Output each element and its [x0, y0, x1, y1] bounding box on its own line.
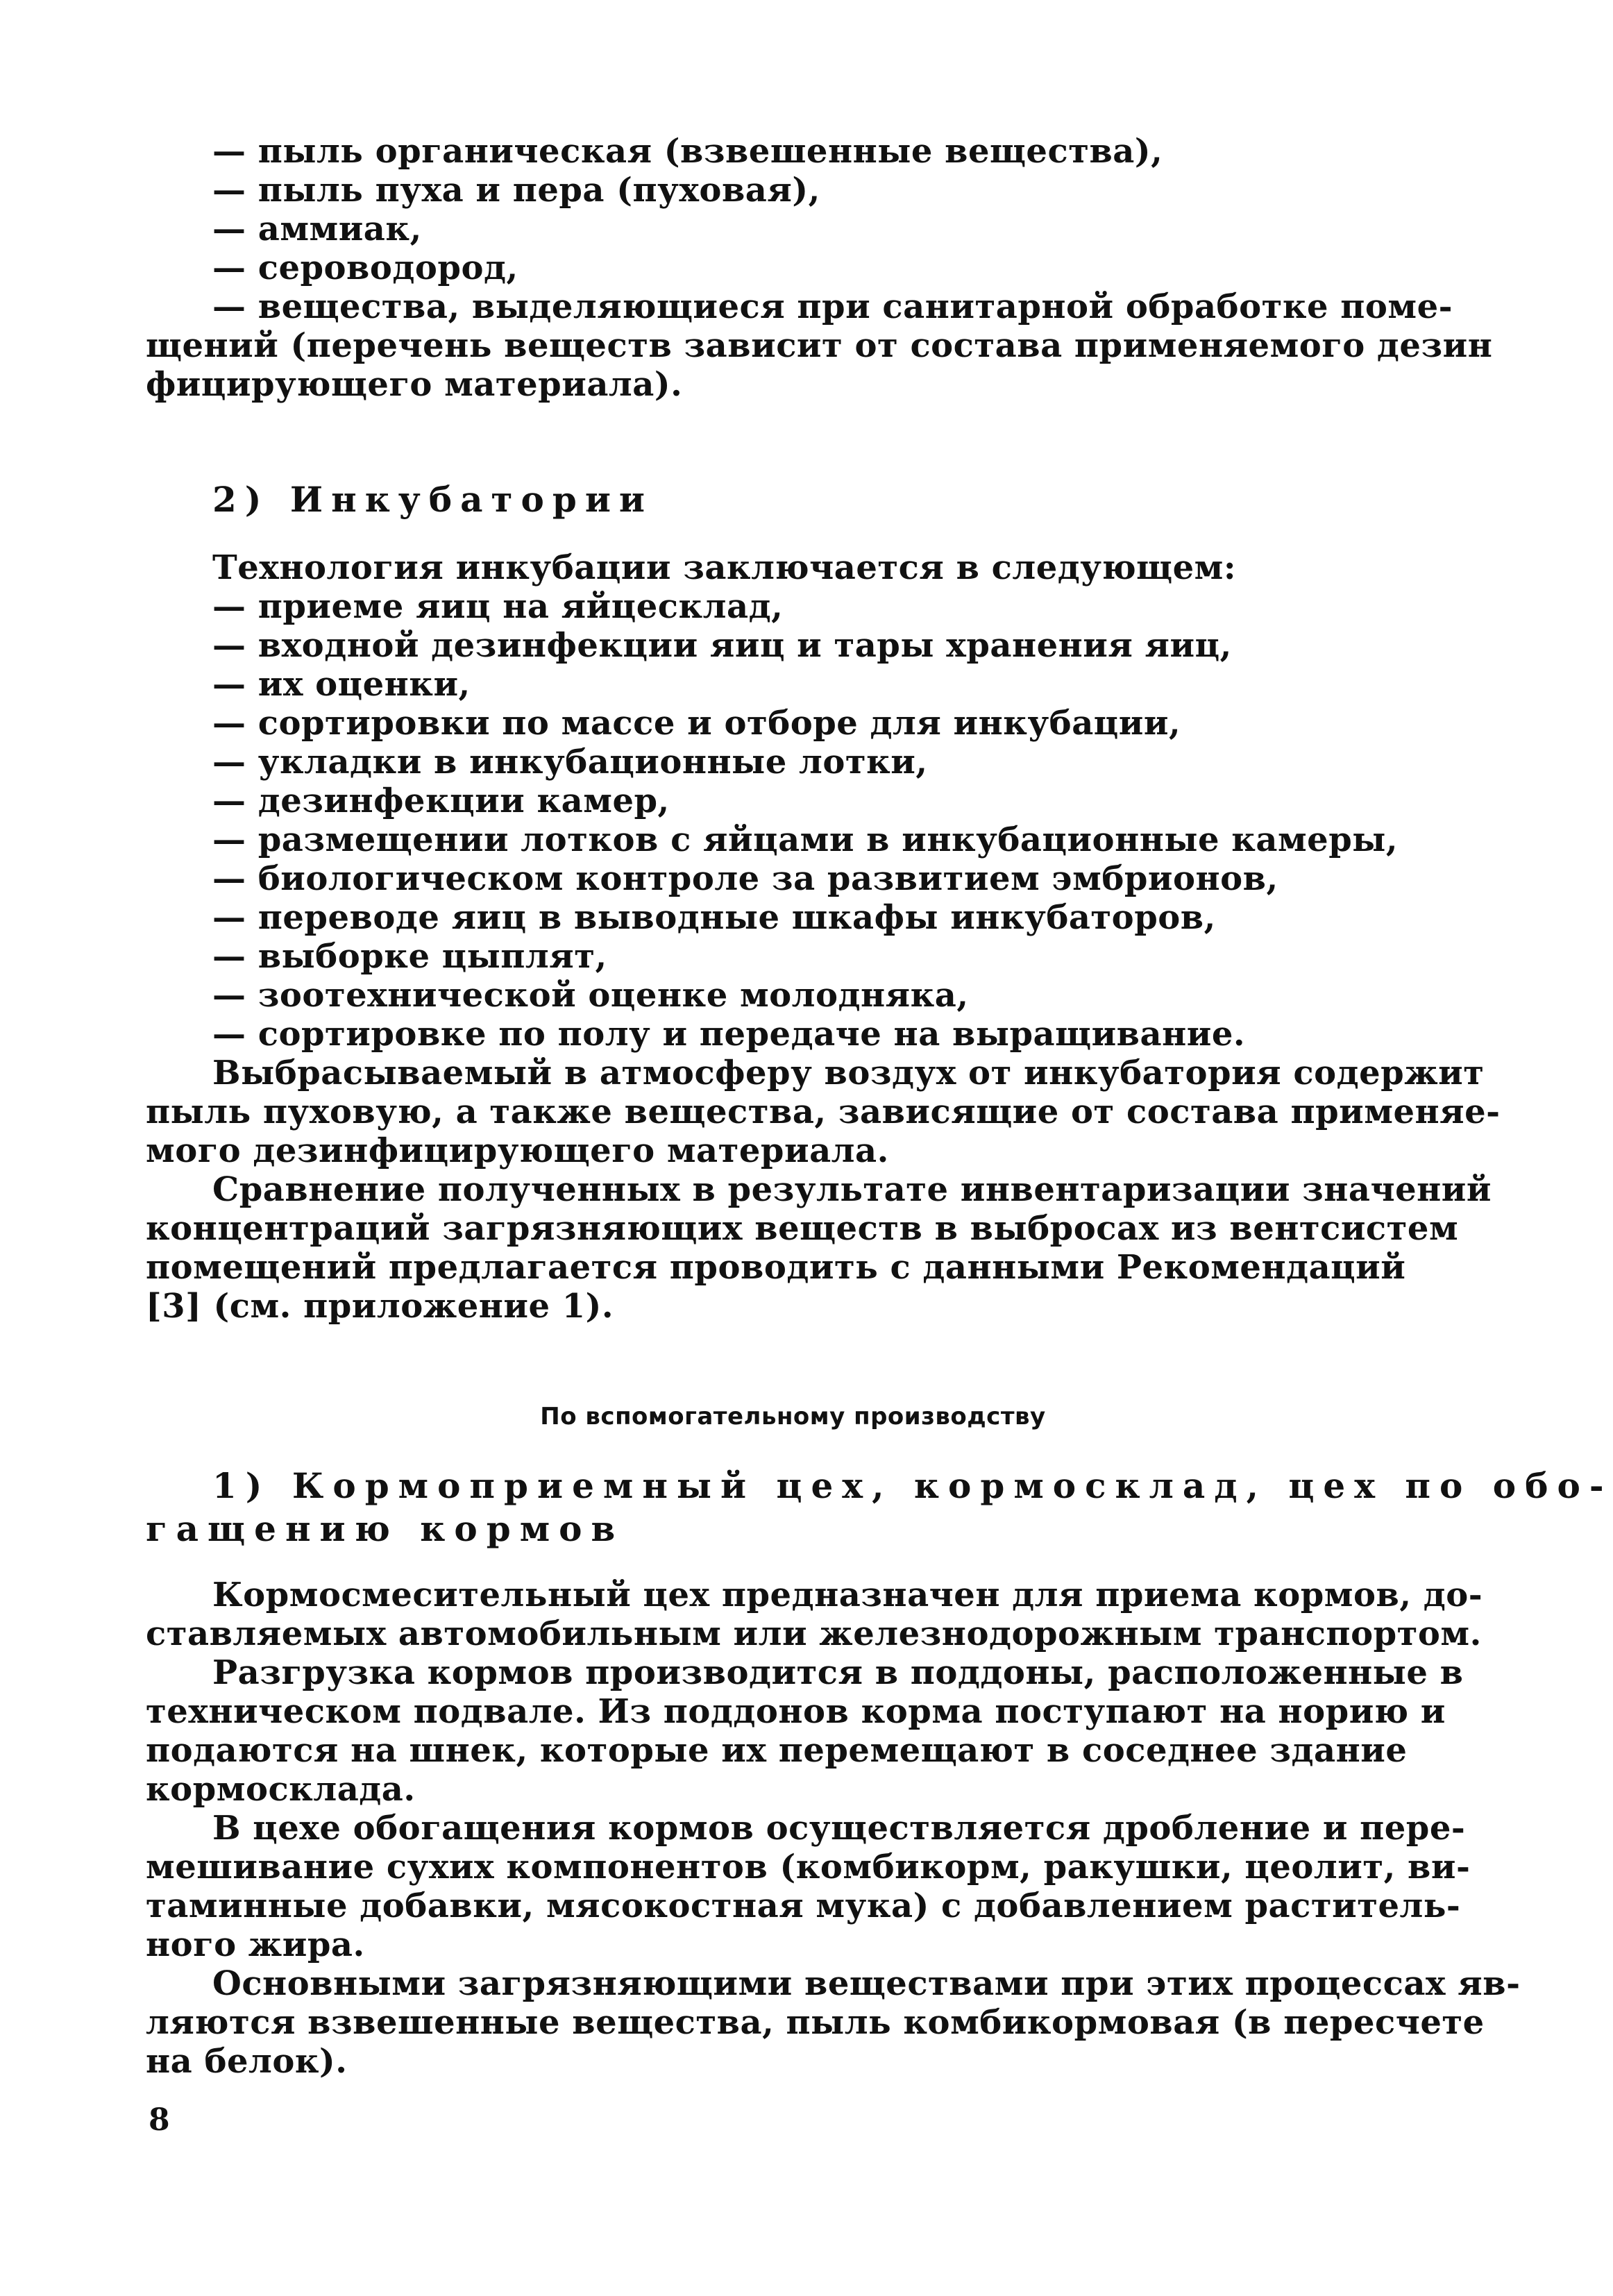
paragraph-line: помещений предлагается проводить с данными Рекомендаций [146, 1248, 1406, 1287]
list-item: — входной дезинфекции яиц и тары хранения яиц, [212, 626, 1232, 665]
paragraph-line: подаются на шнек, которые их перемещают в соседнее здание [146, 1731, 1408, 1770]
incubator-heading: 2) Инкубатории [212, 479, 654, 520]
list-item: — биологическом контроле за развитием эмбрионов, [212, 859, 1278, 898]
section-title: По вспомогательному производству [540, 1403, 1046, 1430]
list-item: — дезинфекции камер, [212, 782, 670, 820]
paragraph-line: ляются взвешенные вещества, пыль комбикормовая (в пересчете [146, 2003, 1485, 2042]
list-item-continuation: фицирующего материала). [146, 365, 683, 404]
list-item: — пыль пуха и пера (пуховая), [212, 171, 820, 210]
feed-heading [146, 1464, 1613, 1551]
feed-block [146, 1576, 1521, 2081]
list-item: — размещении лотков с яйцами в инкубационные камеры, [212, 820, 1399, 859]
incubator-block [146, 548, 1501, 1326]
list-item: — сортировки по массе и отборе для инкубации, [212, 704, 1181, 743]
paragraph-line: [3] (см. приложение 1). [146, 1287, 614, 1326]
emissions-list-block [146, 132, 1493, 404]
paragraph-line: на белок). [146, 2042, 348, 2081]
incubator-intro: Технология инкубации заключается в следующем: [212, 548, 1237, 587]
list-item: — переводе яиц в выводные шкафы инкубаторов, [212, 898, 1216, 937]
paragraph-line: таминные добавки, мясокостная мука) с добавлением раститель- [146, 1886, 1461, 1925]
paragraph-line: Сравнение полученных в результате инвентаризации значений [212, 1170, 1492, 1209]
list-item: — выборке цыплят, [212, 937, 607, 976]
paragraph-line: В цехе обогащения кормов осуществляется дробление и пере- [212, 1809, 1466, 1848]
list-item-continuation: щений (перечень веществ зависит от состава применяемого дезин [146, 326, 1493, 365]
paragraph-line: концентраций загрязняющих веществ в выбросах из вентсистем [146, 1209, 1459, 1248]
list-item: — укладки в инкубационные лотки, [212, 743, 928, 782]
paragraph-line: мешивание сухих компонентов (комбикорм, ракушки, цеолит, ви- [146, 1848, 1471, 1886]
list-item-multiline: — вещества, выделяющиеся при санитарной обработке поме- [212, 287, 1453, 326]
feed-heading-line: гащению кормов [146, 1508, 625, 1549]
paragraph-line: Разгрузка кормов производится в поддоны, расположенные в [212, 1653, 1464, 1692]
paragraph-line: пыль пуховую, а также вещества, зависящие от состава применяе- [146, 1092, 1501, 1131]
feed-heading-line: 1) Кормоприемный цех, кормосклад, цех по обо- [212, 1465, 1613, 1506]
list-item: — сероводород, [212, 248, 518, 287]
page-number: 8 [149, 2102, 170, 2138]
list-item: — их оценки, [212, 665, 471, 704]
list-item: — пыль органическая (взвешенные вещества), [212, 132, 1163, 171]
paragraph-line: ставляемых автомобильным или железнодорожным транспортом. [146, 1614, 1482, 1653]
list-item: — зоотехнической оценке молодняка, [212, 976, 969, 1015]
paragraph-line: мого дезинфицирующего материала. [146, 1131, 889, 1170]
paragraph-line: Кормосмесительный цех предназначен для приема кормов, до- [212, 1576, 1483, 1614]
list-item: — аммиак, [212, 210, 422, 248]
paragraph-line: техническом подвале. Из поддонов корма поступают на норию и [146, 1692, 1446, 1731]
list-item: — приеме яиц на яйцесклад, [212, 587, 784, 626]
paragraph-line: кормосклада. [146, 1770, 416, 1809]
list-item: — сортировке по полу и передаче на выращивание. [212, 1015, 1246, 1054]
paragraph-line: Выбрасываемый в атмосферу воздух от инкубатория содержит [212, 1054, 1485, 1092]
paragraph-line: ного жира. [146, 1925, 365, 1964]
paragraph-line: Основными загрязняющими веществами при этих процессах яв- [212, 1964, 1521, 2003]
